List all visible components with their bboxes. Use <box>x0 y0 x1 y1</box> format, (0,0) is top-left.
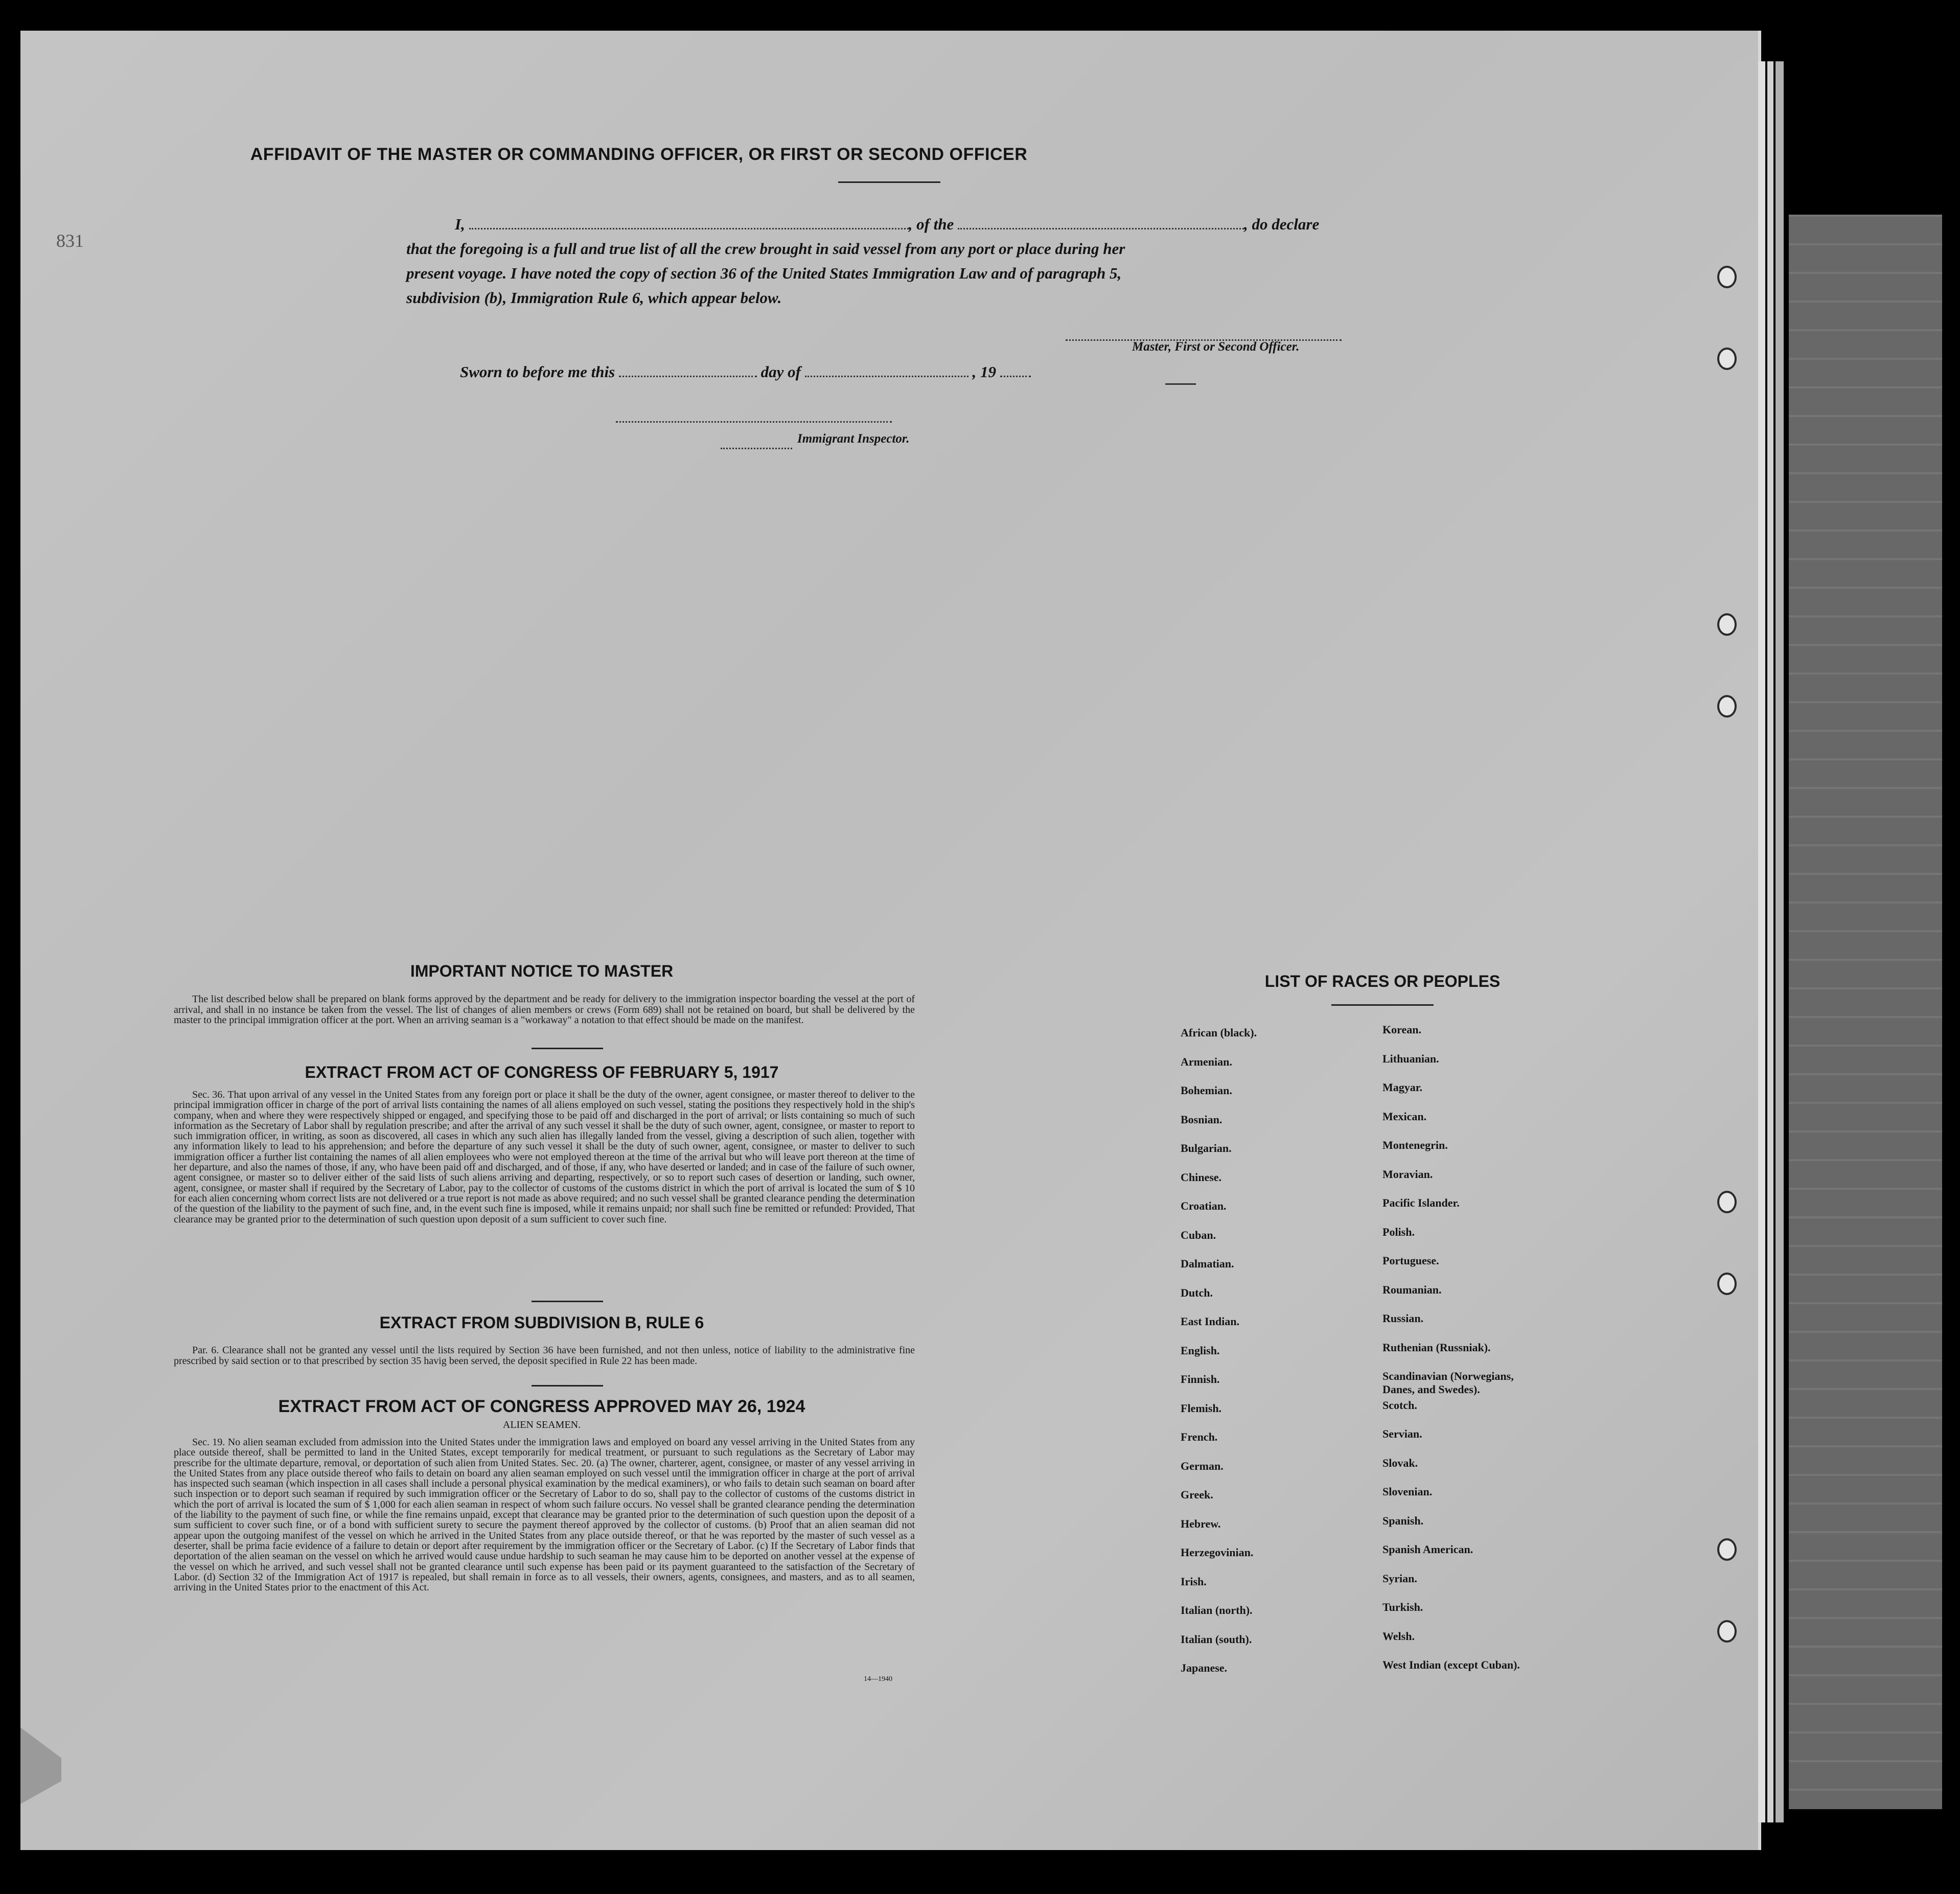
declaration-paragraph <box>406 212 1377 310</box>
race-item: Bulgarian. <box>1181 1142 1232 1154</box>
race-item: Korean. <box>1382 1023 1421 1036</box>
declaration-line-2: that the foregoing is a full and true list of all the crew brought in said vessel from any port or place during her <box>406 240 1125 258</box>
race-item: Moravian. <box>1382 1167 1433 1181</box>
race-item: Magyar. <box>1382 1081 1423 1094</box>
race-item: French. <box>1181 1430 1218 1443</box>
inspector-lead-dots <box>721 435 792 449</box>
sworn-month-blank[interactable] <box>805 363 969 377</box>
races-right-column <box>1382 1023 1638 1688</box>
sworn-text: Sworn to before me this <box>460 363 615 381</box>
race-item: Flemish. <box>1181 1401 1222 1415</box>
declaration-line-1 <box>406 212 1377 237</box>
race-item: Lithuanian. <box>1382 1052 1439 1065</box>
extract-1924-subheading: ALIEN SEAMEN. <box>502 1419 581 1430</box>
name-blank[interactable] <box>469 216 909 229</box>
race-item: Slovenian. <box>1382 1485 1433 1498</box>
binder-hole <box>1717 695 1737 718</box>
rule6-heading: EXTRACT FROM SUBDIVISION B, RULE 6 <box>379 1313 704 1332</box>
race-item: Montenegrin. <box>1382 1139 1448 1151</box>
page-edge <box>1775 61 1784 1822</box>
inspector-caption: Immigrant Inspector. <box>797 432 910 446</box>
race-item: Cuban. <box>1181 1228 1216 1241</box>
stamp-number: 831 <box>56 230 84 251</box>
race-item: Portuguese. <box>1382 1254 1439 1267</box>
race-item: Spanish. <box>1382 1514 1424 1527</box>
master-signature-blank[interactable] <box>1066 327 1342 341</box>
binder-hole <box>1717 1273 1737 1295</box>
race-item: Spanish American. <box>1382 1543 1473 1556</box>
binder-hole <box>1717 613 1737 636</box>
race-item: Dutch. <box>1181 1286 1213 1299</box>
races-left-column <box>1181 1026 1375 1691</box>
notice-heading: IMPORTANT NOTICE TO MASTER <box>410 962 674 980</box>
race-item: Ruthenian (Russniak). <box>1382 1341 1491 1354</box>
race-item: African (black). <box>1181 1026 1257 1039</box>
declaration-line-3: present voyage. I have noted the copy of section 36 of the United States Immigration Law and of paragraph 5, <box>406 264 1122 282</box>
form-number: 14—1940 <box>864 1675 892 1683</box>
race-item: Polish. <box>1382 1225 1415 1238</box>
inspector-signature-blank[interactable] <box>616 409 892 423</box>
race-item: Irish. <box>1181 1575 1207 1588</box>
sworn-year-blank[interactable] <box>1000 363 1031 377</box>
race-item: Croatian. <box>1181 1199 1227 1212</box>
binder-hole <box>1717 1191 1737 1213</box>
declaration-line-4: subdivision (b), Immigration Rule 6, which appear below. <box>406 289 782 307</box>
affidavit-title: AFFIDAVIT OF THE MASTER OR COMMANDING OFFICER, OR FIRST OR SECOND OFFICER <box>250 145 1028 164</box>
master-caption: Master, First or Second Officer. <box>1132 340 1300 354</box>
race-item: East Indian. <box>1181 1315 1239 1328</box>
section-divider <box>532 1385 603 1387</box>
race-item: West Indian (except Cuban). <box>1382 1658 1520 1671</box>
race-item: Armenian. <box>1181 1055 1232 1068</box>
section-divider <box>532 1048 603 1049</box>
binder-hole <box>1717 1538 1737 1561</box>
race-item: Bohemian. <box>1181 1084 1232 1097</box>
sworn-line <box>460 363 1031 381</box>
vessel-blank[interactable] <box>958 216 1244 229</box>
races-heading: LIST OF RACES OR PEOPLES <box>1264 972 1501 990</box>
race-item: Hebrew. <box>1181 1517 1221 1530</box>
declaration-declare: , do declare <box>1244 215 1320 233</box>
race-item: Syrian. <box>1382 1572 1417 1585</box>
race-item: Finnish. <box>1181 1373 1220 1385</box>
extract-1924-heading: EXTRACT FROM ACT OF CONGRESS APPROVED MAY 26, 1924 <box>278 1397 805 1416</box>
title-divider <box>838 181 940 183</box>
day-of-text: day of <box>760 363 801 381</box>
race-item: Scotch. <box>1382 1398 1417 1412</box>
binder-hole <box>1717 1620 1737 1643</box>
race-item: Herzegovinian. <box>1181 1546 1254 1559</box>
section-divider <box>532 1301 603 1302</box>
race-item: Scandinavian (Norwegians, Danes, and Swedes). <box>1382 1370 1514 1396</box>
year-underline <box>1165 383 1196 385</box>
rule6-body: Par. 6. Clearance shall not be granted any vessel until the lists required by Section 36 have been furnished, and not then unless, notice of liability to the administrative fine prescribed by said section or to that prescribed by section 35 havig been served, the deposit specified in Rule 22 has been made. <box>174 1345 915 1367</box>
race-item: Mexican. <box>1382 1110 1427 1123</box>
extract-1917-heading: EXTRACT FROM ACT OF CONGRESS OF FEBRUARY 5, 1917 <box>305 1063 779 1081</box>
extract-1917-body: Sec. 36. That upon arrival of any vessel in the United States from any foreign port or place it shall be the duty of the owner, agent consignee, or master thereof to deliver to the principal immigration officer in charge of the port of arrival lists containing the names of all aliens employed on such vessel, stating the positions they respectively hold in the ship's company, when and where they were respectively shipped or engaged, and specifying those to be paid off and discharged in the port of arrival; or lists containing so much of such information as the Secretary of Labor shall by regulation prescribe; and after the arrival of any such vessel it shall be the duty of such owner, agent, consignee, or master to report to such immigration officer, in writing, as soon as discovered, all cases in which any such alien has illegally landed from the vessel, giving a description of such alien, together with any information likely to lead to his apprehension; and before the departure of any such vessel it shall be the duty of such owner, agent, consignee, or master to deliver to such immigration officer a further list containing the names of all alien employees who were not employed thereon at the time of the arrival but who will leave port thereon at the time of her departure, and also the names of those, if any, who have been paid off and discharged, and of those, if any, who have deserted or landed; and in case of the failure of such owner, agent consignee, or master so to deliver either of the said lists of such aliens arriving and departing, respectively, or so to report such cases of desertion or landing, such owner, agent, consignee, or master shall if required by the Secretary of Labor, pay to the collector of customs of the customs district in which the port of arrival is located the sum of $ 10 for each alien concerning whom correct lists are not delivered or a true report is not made as above required; and no such vessel shall be granted clearance pending the determination of the question of the liability to the payment of such fine, and, in the event such fine is imposed, while it remains unpaid; nor shall such fine be remitted or refunded: Provided, That clearance may be granted prior to the determination of such question upon deposit of a sum sufficient to cover such fine. <box>174 1089 915 1225</box>
race-item: Russian. <box>1382 1312 1424 1325</box>
race-item: Roumanian. <box>1382 1283 1442 1296</box>
race-item: Servian. <box>1382 1427 1422 1440</box>
race-item: Dalmatian. <box>1181 1257 1234 1270</box>
race-item: Italian (north). <box>1181 1604 1253 1616</box>
race-item: English. <box>1181 1344 1220 1357</box>
race-item: Welsh. <box>1382 1629 1415 1643</box>
race-item: Slovak. <box>1382 1456 1418 1469</box>
notice-body: The list described below shall be prepared on blank forms approved by the department and be ready for delivery to the immigration inspector boarding the vessel at the port of arrival, and shall in no instance be taken from the vessel. The list of changes of alien members or crews (Form 689) shall not be retained on board, but shall be delivered by the master to the principal immigration officer at the port. When an arriving seaman is a "workaway" a notation to that effect should be made on the manifest. <box>174 994 915 1026</box>
race-item: Turkish. <box>1382 1601 1423 1613</box>
year-prefix: , 19 <box>972 363 996 381</box>
extract-1924-body: Sec. 19. No alien seaman excluded from admission into the United States under the immigration laws and employed on board any vessel arriving in the United States from any place outside thereof, shall be permitted to land in the United States, except temporarily for medical treatment, or pursuant to such regulations as the Secretary of Labor may prescribe for the ultimate departure, removal, or deportation of such alien from United States. Sec. 20. (a) The owner, charterer, agent, consignee, or master of any vessel arriving in the United States from any place outside thereof who fails to detain on board any alien seaman employed on such vessel until the immigration officer in charge at the port of arrival has inspected such seaman (which inspection in all cases shall include a personal physical examination by the medical examiners), or who fails to detain such seaman on board after such inspection or to deport such seaman if required by such immigration officer or the Secretary of Labor to do so, shall pay to the collector of customs of the customs district in which the port of arrival is located the sum of $ 1,000 for each alien seaman in respect of whom such failure occurs. No vessel shall be granted clearance pending the determination of the liability to the payment of such fine, or while the fine remains unpaid, except that clearance may be granted prior to the determination of such question upon the deposit of a sum sufficient to cover such fine, or of a bond with sufficient surety to secure the payment thereof approved by the collector of customs. (b) Proof that an alien seaman did not appear upon the outgoing manifest of the vessel on which he arrived in the United States from any place outside thereof, or that he was reported by the master of such vessel as a deserter, shall be prima facie evidence of a failure to detain or deport after requirement by the immigration officer or the Secretary of Labor. (c) If the Secretary of Labor finds that deportation of the alien seaman on the vessel on which he arrived would cause undue hardship to such seaman he may cause him to be deported on another vessel at the expense of the vessel on which he arrived, and such vessel shall not be granted clearance until such expense has been paid or its payment guaranteed to the satisfaction of the Secretary of Labor. (d) Section 32 of the Immigration Act of 1917 is repealed, but shall remain in force as to all vessels, their owners, agents, consignees, and masters, and as to all seamen, arriving in the United States prior to the enactment of this Act. <box>174 1437 915 1593</box>
race-item: German. <box>1181 1459 1224 1472</box>
race-item: Japanese. <box>1181 1661 1228 1674</box>
race-item: Italian (south). <box>1181 1632 1252 1646</box>
race-item: Pacific Islander. <box>1382 1196 1460 1209</box>
underlying-ruled-sheet <box>1789 215 1942 1809</box>
binder-hole <box>1717 348 1737 370</box>
page-edge <box>1767 61 1773 1822</box>
race-item: Greek. <box>1181 1488 1213 1501</box>
races-divider <box>1331 1004 1434 1006</box>
race-item: Chinese. <box>1181 1170 1222 1184</box>
page-edge <box>1758 61 1765 1822</box>
binder-hole <box>1717 266 1737 288</box>
sworn-day-blank[interactable] <box>619 363 757 377</box>
race-item: Bosnian. <box>1181 1113 1223 1126</box>
declaration-of-the: , of the <box>908 215 954 233</box>
declaration-i: I, <box>455 215 465 233</box>
